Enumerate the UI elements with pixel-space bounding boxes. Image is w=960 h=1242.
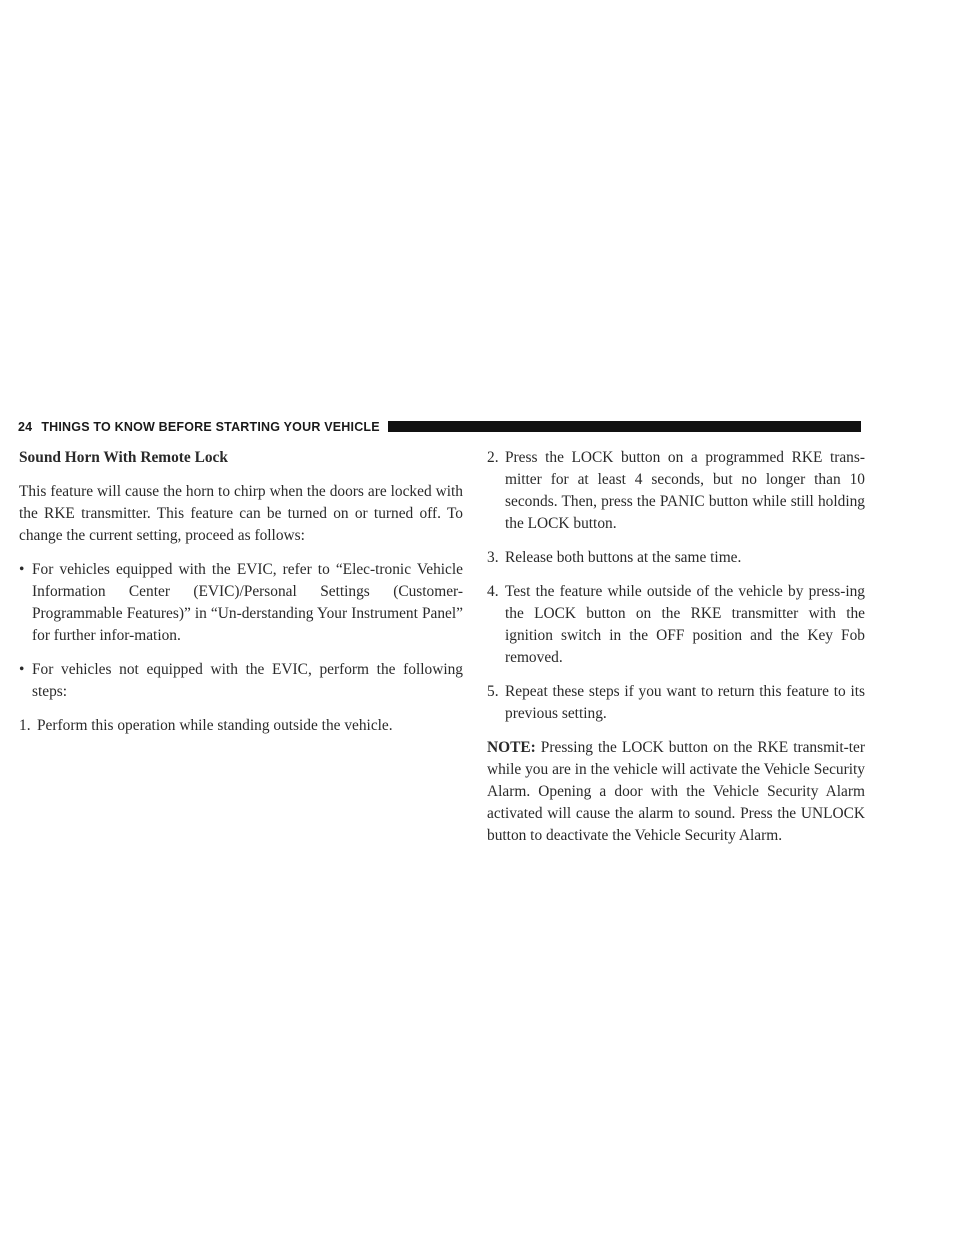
bullet-marker: • (19, 661, 25, 678)
step-text: Press the LOCK button on a programmed RKE trans-mitter for at least 4 seconds, but no longer than 10 seconds. Then, press the PANIC button while still holding the LOCK button. (505, 449, 865, 532)
bullet-text: For vehicles equipped with the EVIC, refer to “Elec-tronic Vehicle Information Center (EVIC)/Personal Settings (Customer-Programmable Features)” in “Un-derstanding Your Instrument Panel” for further infor-mation. (32, 561, 463, 644)
step-number: 1. (19, 717, 31, 734)
step-item (487, 447, 865, 535)
bullet-marker: • (19, 561, 25, 578)
list-item (19, 659, 463, 703)
step-text: Repeat these steps if you want to return this feature to its previous setting. (505, 683, 865, 722)
step-number: 4. (487, 583, 499, 600)
note-label: NOTE: (487, 739, 536, 756)
step-text: Release both buttons at the same time. (505, 549, 742, 566)
header-rule (388, 421, 861, 432)
right-column (487, 447, 865, 859)
step-item (487, 681, 865, 725)
step-number: 3. (487, 549, 499, 566)
section-heading: Sound Horn With Remote Lock (19, 449, 228, 466)
step-number: 2. (487, 449, 499, 466)
bullet-text: For vehicles not equipped with the EVIC, perform the following steps: (32, 661, 463, 700)
step-item (487, 581, 865, 669)
step-text: Test the feature while outside of the vehicle by press-ing the LOCK button on the RKE transmitter with the ignition switch in the OFF position and the Key Fob removed. (505, 583, 865, 666)
page-header (18, 418, 861, 435)
note-text: Pressing the LOCK button on the RKE transmit-ter while you are in the vehicle will activate the Vehicle Security Alarm. Opening a door with the Vehicle Security Alarm activated will cause the alarm to sound. Press the UNLOCK button to deactivate the Vehicle Security Alarm. (487, 739, 865, 844)
left-column (19, 447, 463, 749)
step-text: Perform this operation while standing outside the vehicle. (37, 717, 393, 734)
note-paragraph (487, 737, 865, 847)
step-item (19, 715, 463, 737)
step-number: 5. (487, 683, 499, 700)
section-title: THINGS TO KNOW BEFORE STARTING YOUR VEHICLE (41, 419, 380, 434)
list-item (19, 559, 463, 647)
page-number: 24 (18, 419, 33, 434)
intro-paragraph: This feature will cause the horn to chirp when the doors are locked with the RKE transmitter. This feature can be turned on or turned off. To change the current setting, proceed as follows: (19, 483, 463, 544)
step-item (487, 547, 865, 569)
